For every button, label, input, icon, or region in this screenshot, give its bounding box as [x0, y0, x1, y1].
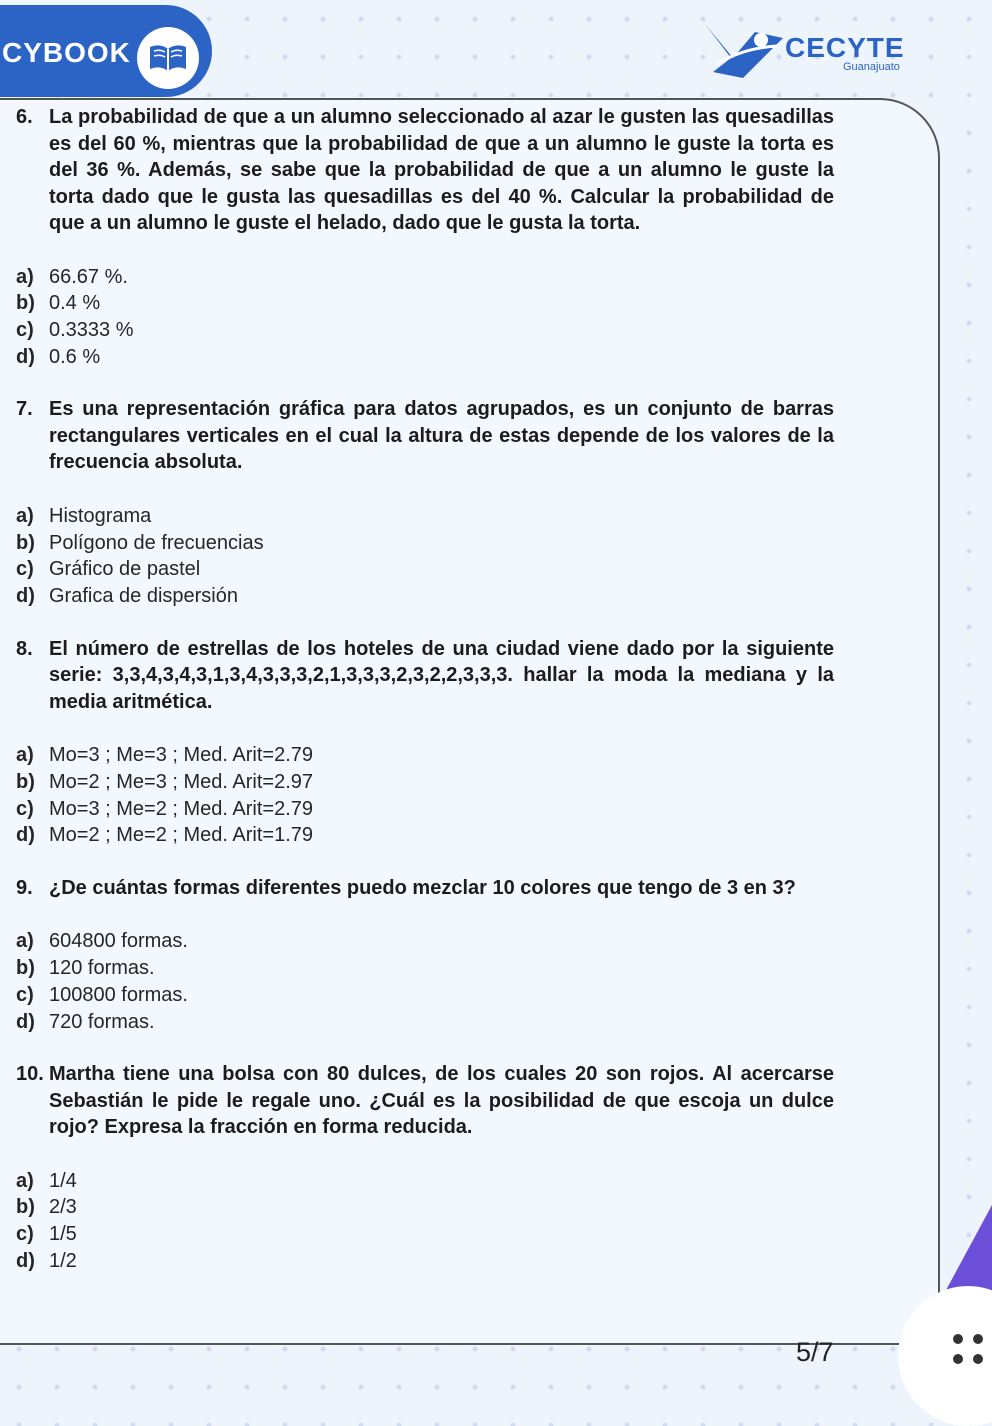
option-text: 1/4 [49, 1169, 77, 1192]
answer-option [16, 1009, 834, 1036]
option-text: Histograma [49, 504, 152, 527]
option-letter: d) [16, 584, 35, 607]
option-text: Mo=3 ; Me=3 ; Med. Arit=2.79 [49, 744, 314, 767]
option-text: 1/5 [49, 1223, 77, 1246]
logo-name: CECYTE [785, 32, 905, 63]
option-letter: b) [16, 770, 35, 793]
question [16, 104, 834, 237]
option-text: 604800 formas. [49, 930, 188, 953]
logo-subtitle: Guanajuato [843, 61, 900, 73]
answer-option [16, 1248, 834, 1275]
question-number: 7. [16, 398, 33, 421]
option-text: 0.3333 % [49, 318, 134, 341]
option-letter: b) [16, 957, 35, 980]
question-number: 6. [16, 106, 33, 128]
brand-name: CYBOOK [2, 37, 131, 68]
option-letter: c) [16, 318, 34, 341]
answer-option [16, 317, 834, 344]
answer-option [16, 556, 834, 583]
option-letter: a) [16, 930, 34, 953]
option-text: Mo=2 ; Me=3 ; Med. Arit=2.97 [49, 770, 314, 793]
option-letter: d) [16, 1010, 35, 1033]
question-text: ¿De cuántas formas diferentes puedo mezclar 10 colores que tengo de 3 en 3? [49, 876, 796, 899]
question-text: Martha tiene una bolsa con 80 dulces, de los cuales 20 son rojos. Al acercarse Sebastián le pide le regale uno. ¿Cuál es la posibilidad de que escoja un dulce rojo? Expresa la fracción en forma reducida. [49, 1063, 834, 1139]
option-text: Gráfico de pastel [49, 558, 201, 581]
option-text: 1/2 [49, 1249, 77, 1272]
question-number: 8. [16, 637, 33, 660]
option-list [16, 264, 834, 371]
answer-option [16, 344, 834, 371]
answer-option [16, 955, 834, 982]
option-letter: a) [16, 744, 34, 767]
question [16, 396, 834, 476]
option-letter: c) [16, 1223, 34, 1246]
answer-option [16, 290, 834, 317]
option-list [16, 742, 834, 849]
option-letter: c) [16, 558, 34, 581]
answer-option [16, 822, 834, 849]
answer-option [16, 503, 834, 530]
option-text: 120 formas. [49, 957, 155, 980]
question-list [16, 104, 834, 1301]
option-text: 100800 formas. [49, 983, 188, 1006]
answer-option [16, 928, 834, 955]
question-number: 10. [16, 1063, 44, 1086]
option-list [16, 503, 834, 610]
option-letter: b) [16, 531, 35, 554]
option-letter: b) [16, 292, 35, 315]
question-text: El número de estrellas de los hoteles de una ciudad viene dado por la siguiente serie: 3,3,4,3,4,3,1,3,4,3,3,3,2,1,3,3,3,2,3,2,2,3,3,3. hallar la moda la mediana y la media aritmética. [49, 637, 834, 713]
cecyte-emblem-icon [703, 18, 787, 82]
question [16, 1061, 834, 1141]
option-letter: d) [16, 1249, 35, 1272]
option-text: 720 formas. [49, 1010, 155, 1033]
option-text: Polígono de frecuencias [49, 531, 264, 554]
cecyte-logo [703, 18, 923, 82]
answer-option [16, 742, 834, 769]
option-list [16, 928, 834, 1035]
answer-option [16, 796, 834, 823]
option-letter: c) [16, 983, 34, 1006]
answer-option [16, 1221, 834, 1248]
brand-banner [0, 5, 212, 97]
option-letter: a) [16, 504, 34, 527]
answer-option [16, 1168, 834, 1195]
book-icon [137, 27, 199, 89]
option-letter: d) [16, 824, 35, 847]
option-letter: d) [16, 345, 35, 368]
answer-option [16, 530, 834, 557]
option-letter: a) [16, 1169, 34, 1192]
option-letter: c) [16, 797, 34, 820]
footer-divider [0, 1343, 900, 1345]
answer-option [16, 264, 834, 291]
option-text: Mo=3 ; Me=2 ; Med. Arit=2.79 [49, 797, 314, 820]
question-number: 9. [16, 876, 33, 899]
option-text: 2/3 [49, 1196, 77, 1219]
menu-dots-icon[interactable] [953, 1334, 985, 1374]
option-letter: a) [16, 265, 34, 288]
question [16, 875, 834, 902]
option-text: Grafica de dispersión [49, 584, 238, 607]
answer-option [16, 982, 834, 1009]
option-text: Mo=2 ; Me=2 ; Med. Arit=1.79 [49, 824, 314, 847]
answer-option [16, 1194, 834, 1221]
question [16, 636, 834, 716]
option-letter: b) [16, 1196, 35, 1219]
answer-option [16, 583, 834, 610]
option-text: 0.4 % [49, 292, 101, 315]
option-list [16, 1168, 834, 1275]
question-text: Es una representación gráfica para datos agrupados, es un conjunto de barras rectangulares verticales en el cual la altura de estas depende de los valores de la frecuencia absoluta. [49, 398, 834, 474]
page-number: 5/7 [796, 1337, 834, 1367]
answer-option [16, 769, 834, 796]
question-text: La probabilidad de que a un alumno seleccionado al azar le gusten las quesadillas es del 60 %, mientras que la probabilidad de que a un alumno le guste la torta es del 36 %. Además, se sabe que la probabilidad de que a un alumno le guste la torta dado que le gusta las quesadillas es del 40 %. Calcular la probabilidad de que a un alumno le guste el helado, dado que le gusta la torta. [49, 106, 834, 234]
option-text: 0.6 % [49, 345, 101, 368]
option-text: 66.67 %. [49, 265, 128, 288]
